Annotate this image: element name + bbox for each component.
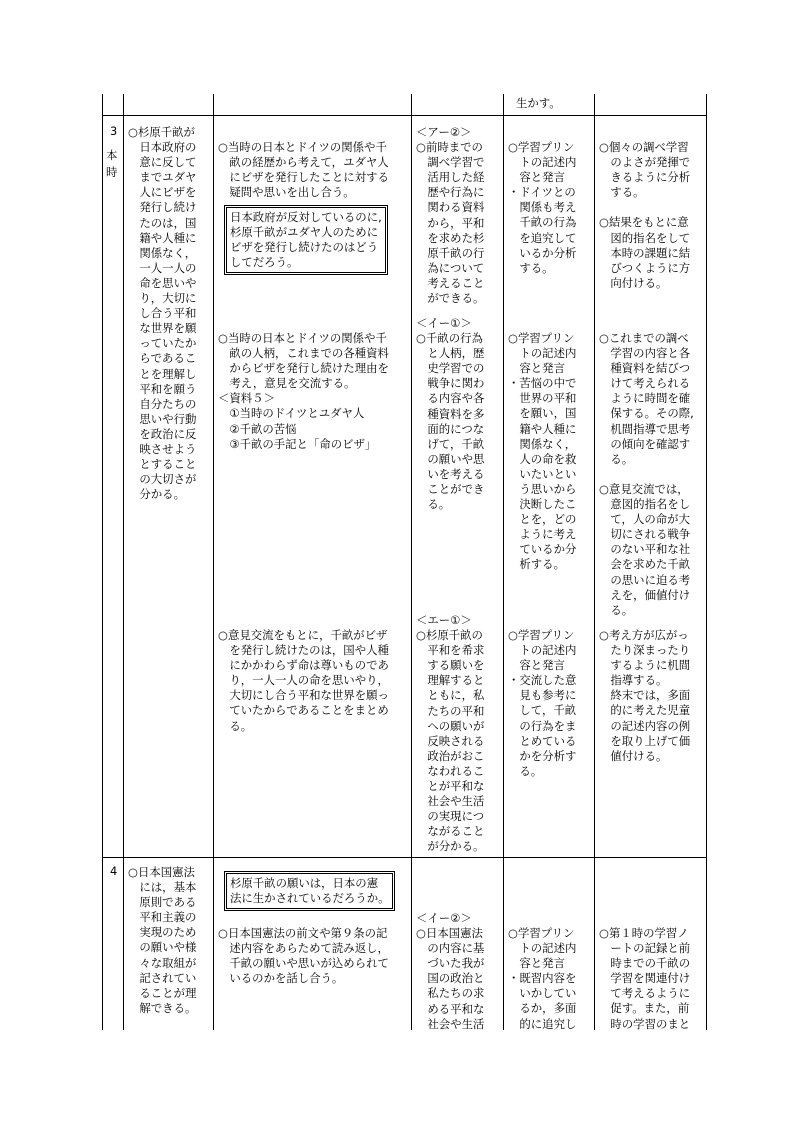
prev-row-method-text: 生かす。	[516, 96, 561, 110]
lesson-question-box: 日本政府が反対しているのに, 杉原千畝がユダヤ人のために ビザを発行し続けたのはどう してだろう。	[224, 205, 388, 275]
activity-text: ○意見交流をもとに，千畝がビザ を発行し続けたのは，国や人種 にかかわらず命は尊いものであ り，一人一人の命を思いやり， 大切にし合う平和な世界を願っ ていたからであることをまとめ る。	[218, 628, 389, 733]
evaluation-method: ○学習プリン トの記述内 容と発言 ・交流した意 見も参考に して，千畝 の行為をま とめている かを分析す る。	[508, 628, 577, 778]
row-divider	[103, 857, 706, 858]
column-divider	[411, 94, 412, 1030]
teaching-support: ○これまでの調べ 学習の内容と各 種資料を結びつ けて考えられる ように時間を確 保する。その際, 机間指導で思考 の傾向を確認す る。 ○意見交流では， 意図的指名をし て，人の命が大 切にされる戦争 のない平和な社 会を求めた千畝 の思いに迫る考 えを，価値付け る。	[599, 331, 694, 617]
column-divider	[594, 94, 595, 1030]
evaluation-criteria: ＜エー①＞ ○杉原千畝の 平和を希求 する願いを 理解すると ともに，私 たちの平和 への願いが 反映される 政治がおこ なわれるこ とが平和な 社会や生活 の実現につ ながること が分かる。	[416, 613, 485, 854]
activity-text: ○日本国憲法の前文や第９条の記 述内容をあらためて読み返し， 千畝の願いや思いが込められて いるのかを話し合う。	[218, 926, 389, 986]
column-divider	[213, 94, 214, 1030]
column-divider	[123, 94, 124, 1030]
lesson-plan-table	[102, 94, 707, 1030]
evaluation-criteria: ＜イー②＞ ○日本国憲法 の内容に基 づいた我が 国の政治と 私たちの求 める平和な 社会や生活	[416, 911, 485, 1031]
evaluation-method: ○学習プリン トの記述内 容と発言 ・苦悩の中で 世界の平和 を願い，国 籍や人種に 関係なく， 人の命を救 いたいとい う思いから 決断したこ とを，どの ように考え ているか分 析する。	[508, 331, 577, 572]
lesson-number: 4	[110, 864, 118, 878]
teaching-support: ○個々の調べ学習 のよさが発揮で きるように分析 する。 ○結果をもとに意 図的指名をして 本時の課題に結 びつくように方 向付ける。	[599, 140, 691, 290]
lesson-number: 3	[110, 124, 118, 138]
evaluation-method: ○学習プリン トの記述内 容と発言 ・既習内容を いかしてい るか，多面 的に追究し	[508, 926, 577, 1031]
teaching-support: ○考え方が広がっ たり深まったり するように机間 指導する。 終末では，多面 的に考えた児童 の記述内容の例 を取り上げて価 値付ける。	[599, 628, 691, 763]
activity-text: ○当時の日本とドイツの関係や千 畝の人柄，これまでの各種資料 からビザを発行し続けた理由を 考え，意見を交流する。 ＜資料５＞ ①当時のドイツとユダヤ人 ②千畝の苦悩 ③千畝の手記と「命のビザ」	[218, 331, 389, 451]
evaluation-method: ○学習プリン トの記述内 容と発言 ・ドイツとの 関係も考え 千畝の行為 を追究して いるか分析 する。	[508, 140, 577, 275]
row-divider	[103, 115, 706, 116]
activity-text: ○当時の日本とドイツの関係や千 畝の経歴から考えて，ユダヤ人 にビザを発行したことに対する 疑問や思いを出し合う。	[218, 140, 389, 200]
column-divider	[503, 94, 504, 1030]
lesson-goal: ○杉原千畝が 日本政府の 意に反して までユダヤ 人にビザを 発行し続け たのは，国 籍や人種に 関係なく， 一人一人の 命を思いや り，大切に し合う平和 な世界を願 っていたか らであるこ とを理解し 平和を願う 自分たちの 思いや行動 を政治に反 映させよう とすること の大切さが 分かる。	[128, 125, 197, 502]
honji-label: 本時	[106, 148, 118, 179]
lesson-question-box: 杉原千畝の願いは，日本の憲 法に生かされているだろうか。	[224, 871, 395, 911]
teaching-support: ○第１時の学習ノ ートの記録と前 時までの千畝の 学習を関連付け て考えるように 促す。また，前 時の学習のまと	[599, 926, 691, 1031]
evaluation-criteria: ＜アー②＞ ○前時までの 調べ学習で 活用した経 歴や行為に 関わる資料 から，平和 を求めた杉 原千畝の行 為について 考えること ができる。	[416, 125, 485, 306]
lesson-goal: ○日本国憲法 には，基本 原則である 平和主義の 実現のため の願いや様 々な取組が 記されてい ることが理 解できる。	[128, 865, 197, 1015]
evaluation-criteria: ＜イー①＞ ○千畝の行為 と人柄，歴 史学習での 戦争に関わ る内容や各 種資料を多 面的につな げて，千畝 の願いや思 いを考える ことができ る。	[416, 316, 485, 512]
